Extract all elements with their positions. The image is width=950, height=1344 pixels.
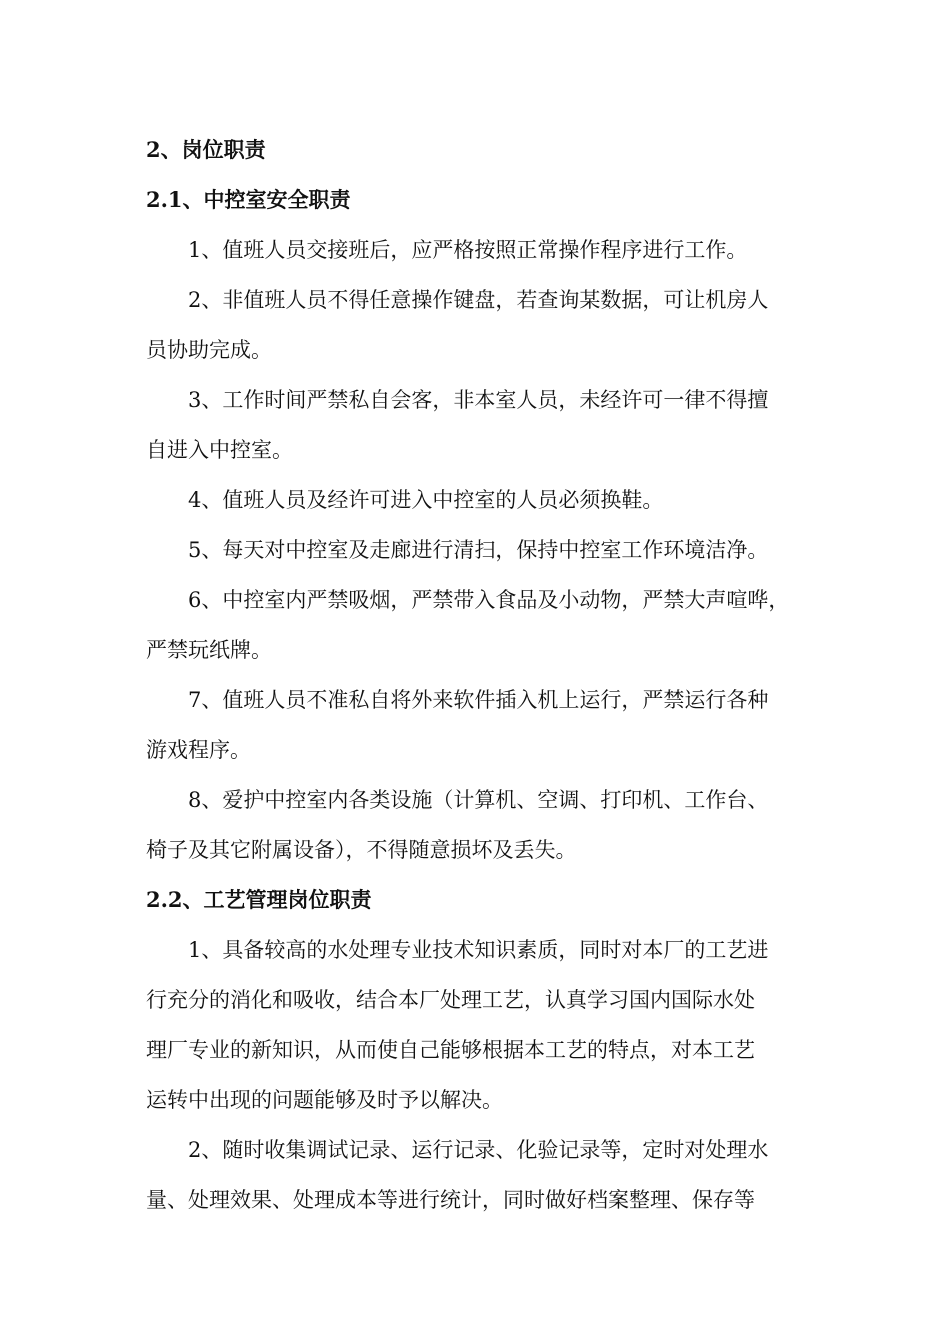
paragraph-line: 8、爱护中控室内各类设施（计算机、空调、打印机、工作台、: [188, 788, 769, 812]
paragraph-line: 量、处理效果、处理成本等进行统计，同时做好档案整理、保存等: [146, 1188, 755, 1212]
paragraph-line: 7、值班人员不准私自将外来软件插入机上运行，严禁运行各种: [188, 688, 769, 712]
paragraph-line: 2、非值班人员不得任意操作键盘，若查询某数据，可让机房人: [188, 288, 769, 312]
paragraph-line: 理厂专业的新知识，从而使自己能够根据本工艺的特点，对本工艺: [146, 1038, 755, 1062]
paragraph-line: 6、中控室内严禁吸烟，严禁带入食品及小动物，严禁大声喧哗，: [188, 588, 790, 612]
paragraph-line: 1、值班人员交接班后，应严格按照正常操作程序进行工作。: [188, 238, 748, 262]
paragraph-line: 3、工作时间严禁私自会客，非本室人员，未经许可一律不得擅: [188, 388, 769, 412]
paragraph-line: 椅子及其它附属设备），不得随意损坏及丢失。: [146, 838, 577, 862]
subsection-title-2-1: 2.1、中控室安全职责: [146, 187, 351, 212]
paragraph-line: 严禁玩纸牌。: [146, 638, 272, 662]
paragraph-line: 游戏程序。: [146, 738, 251, 762]
subsection-title-2-2: 2.2、工艺管理岗位职责: [146, 887, 372, 912]
paragraph-line: 1、具备较高的水处理专业技术知识素质，同时对本厂的工艺进: [188, 938, 769, 962]
paragraph-line: 行充分的消化和吸收，结合本厂处理工艺，认真学习国内国际水处: [146, 988, 755, 1012]
paragraph-line: 5、每天对中控室及走廊进行清扫，保持中控室工作环境洁净。: [188, 538, 769, 562]
paragraph-line: 员协助完成。: [146, 338, 272, 362]
paragraph-line: 自进入中控室。: [146, 438, 293, 462]
paragraph-line: 4、值班人员及经许可进入中控室的人员必须换鞋。: [188, 488, 664, 512]
section-title: 2、岗位职责: [146, 137, 266, 162]
paragraph-line: 运转中出现的问题能够及时予以解决。: [146, 1088, 503, 1112]
paragraph-line: 2、随时收集调试记录、运行记录、化验记录等，定时对处理水: [188, 1138, 769, 1162]
